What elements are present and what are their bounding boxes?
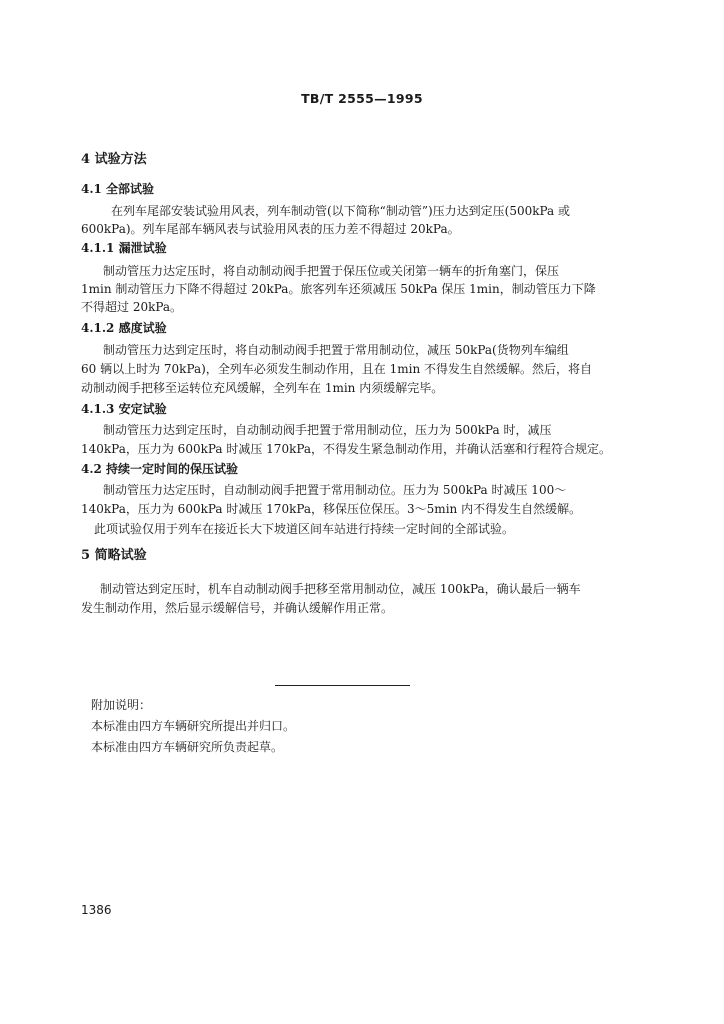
section-4-1-1-paragraph-line: 不得超过 20kPa。 [81,300,183,314]
standard-code-header: TB/T 2555—1995 [301,91,423,106]
section-4-1-paragraph-line: 在列车尾部安装试验用风表，列车制动管(以下简称“制动管”)压力达到定压(500kPa 或 [111,204,570,218]
section-4-1-2-paragraph-line: 制动管压力达到定压时，将自动制动阀手把置于常用制动位，减压 50kPa(货物列车编组 [103,343,569,357]
section-4-1-3-heading: 4.1.3 安定试验 [81,402,167,416]
section-4-2-paragraph-line: 140kPa，压力为 600kPa 时减压 170kPa，移保压位保压。3～5min 内不得发生自然缓解。 [81,502,582,516]
section-4-1-3-paragraph-line: 140kPa，压力为 600kPa 时减压 170kPa，不得发生紧急制动作用，并确认活塞和行程符合规定。 [81,442,612,456]
section-4-1-2-heading: 4.1.2 感度试验 [81,321,167,335]
additional-notes-line: 本标准由四方车辆研究所提出并归口。 [91,719,296,733]
section-4-1-paragraph-line: 600kPa)。列车尾部车辆风表与试验用风表的压力差不得超过 20kPa。 [81,222,460,236]
page-number: 1386 [81,903,112,917]
additional-notes-line: 本标准由四方车辆研究所负责起草。 [91,740,284,754]
section-4-1-2-paragraph-line: 60 辆以上时为 70kPa)，全列车必须发生制动作用，且在 1min 不得发生自然缓解。然后，将自 [81,362,593,376]
section-5-paragraph-line: 制动管达到定压时，机车自动制动阀手把移至常用制动位，减压 100kPa，确认最后一辆车 [100,582,581,596]
section-5-paragraph-line: 发生制动作用，然后显示缓解信号，并确认缓解作用正常。 [81,601,394,615]
section-5-heading: 5 简略试验 [81,548,147,563]
section-4-heading: 4 试验方法 [81,152,147,167]
section-4-1-1-paragraph-line: 制动管压力达定压时，将自动制动阀手把置于保压位或关闭第一辆车的折角塞门，保压 [103,264,560,278]
notes-divider [275,685,410,686]
section-4-2-heading: 4.2 持续一定时间的保压试验 [81,462,239,476]
additional-notes-title: 附加说明： [91,698,152,712]
section-4-1-1-heading: 4.1.1 漏泄试验 [81,241,167,255]
section-4-2-paragraph-line: 此项试验仅用于列车在接近长大下坡道区间车站进行持续一定时间的全部试验。 [94,522,515,536]
section-4-1-3-paragraph-line: 制动管压力达到定压时，自动制动阀手把置于常用制动位，压力为 500kPa 时，减压 [103,423,552,437]
section-4-2-paragraph-line: 制动管压力达定压时，自动制动阀手把置于常用制动位。压力为 500kPa 时减压 100～ [103,483,567,497]
section-4-1-heading: 4.1 全部试验 [81,182,155,196]
section-4-1-2-paragraph-line: 动制动阀手把移至运转位充风缓解，全列车在 1min 内须缓解完毕。 [81,381,444,395]
section-4-1-1-paragraph-line: 1min 制动管压力下降不得超过 20kPa。旅客列车还须减压 50kPa 保压 1min，制动管压力下降 [81,282,596,296]
